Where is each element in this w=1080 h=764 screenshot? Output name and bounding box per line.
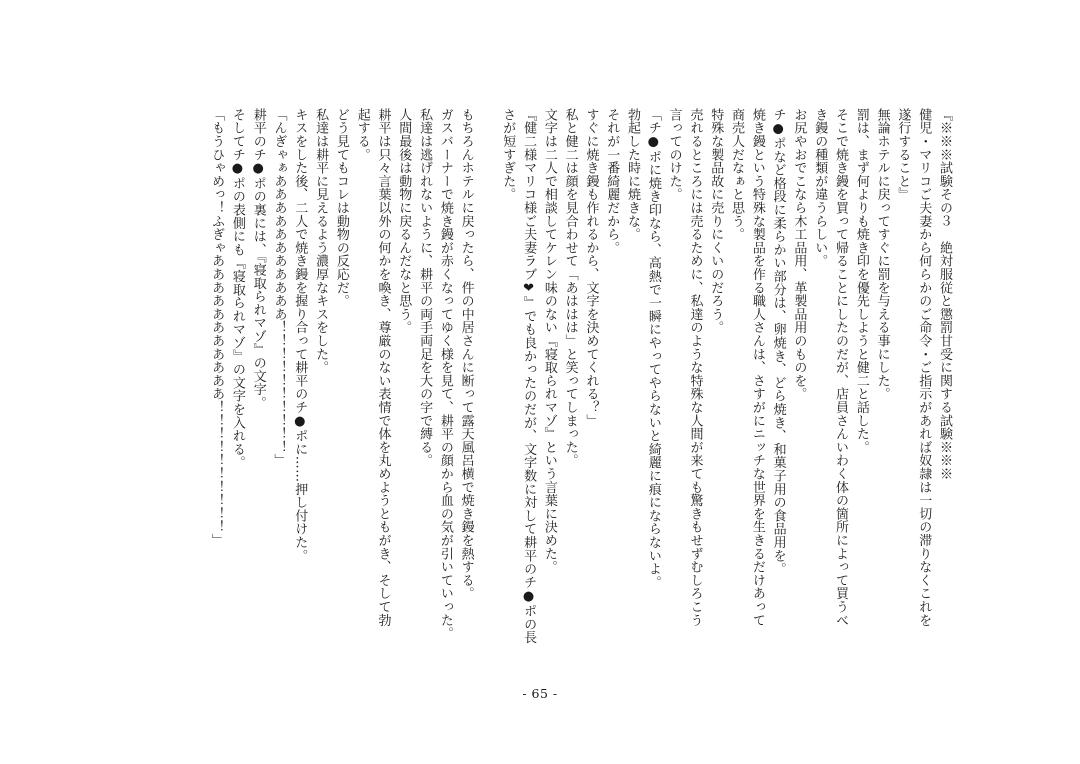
text-line: 商売人だなぁと思う。 [729,108,745,241]
text-line: 焼き鏝という特殊な製品を作る職人さんは、さすがにニッチな世界を生きるだけあって [749,108,765,627]
text-line: 私と健二は顔を見合わせて「あははは」と笑ってしまった。 [562,108,578,468]
text-line: 健児・マリコご夫妻から何らかのご命令・ご指示があれば奴隷は一切の滞りなくこれを [916,108,932,627]
text-line: 勃起した時に焼きな。 [625,108,641,241]
text-line [476,108,497,608]
text-line: もちろんホテルに戻ったら、件の中居さんに断って露天風呂横で焼き鏝を熱する。 [458,108,474,601]
text-line: 私達は逃げれないように、耕平の両手両足を大の字で縛る。 [417,108,433,468]
text-line: 罰は、まず何よりも焼き印を優先しようと健二と話した。 [853,108,869,454]
text-line: き鏝の種類が違うらしい。 [812,108,828,268]
text-line: お尻やおでこなら木工品用、革製品用のものを。 [791,108,807,401]
text-line: 私達は耕平に見えるよう濃厚なキスをした。 [313,108,329,374]
text-line: 『健二様マリコ様ご夫妻ラブ❤』でも良かったのだが、文字数に対して耕平のチ●ポの長 [521,108,537,644]
text-line: 人間最後は動物に戻るんだなと思う。 [396,108,412,335]
text-line: そこで焼き鏝を買って帰ることにしたのだが、店員さんいわく体の箇所によって買うべ [833,108,849,627]
text-line: 無論ホテルに戻ってすぐに罰を与える事にした。 [874,108,890,401]
text-line: 耕平は只々言葉以外の何かを喚き、尊厳のない表情で体を丸めようともがき、そして勃 [375,108,391,627]
text-line: 文字は二人で相談してケレン味のない『寝取られマゾ』という言葉に決めた。 [541,108,557,574]
page-number: - 65 - [522,686,558,701]
text-line: 耕平のチ●ポの裏には、『寝取られマゾ』の文字。 [250,108,266,410]
text-line: キスをした後、二人で焼き鏝を握り合って耕平のチ●ポに……押し付けた。 [292,108,308,563]
text-line: どう見てもコレは動物の反応だ。 [333,108,349,308]
text-line: さが短すぎた。 [500,108,516,202]
text-line: 『※※※試験その３ 絶対服従と懲罰甘受に関する試験※※※ [937,108,952,481]
text-line: 「んぎゃぁあああああああああああ！！！！！！！！！！」 [271,108,287,468]
text-line: 特殊な製品故に売りにくいのだろう。 [708,108,724,335]
text-line: ガスバーナーで焼き鏝が赤くなってゆく様を見て、耕平の顔から血の気が引いていった。 [437,108,453,640]
text-line: そしてチ●ポの表側にも『寝取られマゾ』の文字を入れる。 [229,108,245,470]
text-line: それが一番綺麗だから。 [604,108,620,255]
text-line: 遂行すること』 [895,108,911,202]
text-line: 「もうひゃめっ！ふぎゃあああああああああああ！！！！！！！！！！」 [209,108,225,547]
text-line: チ●ポなど格段に柔らかい部分は、卵焼き、どら焼き、和菓子用の食品用を。 [770,108,786,576]
vertical-text-body [205,108,954,644]
text-line: 起する。 [354,108,370,162]
text-line: 売れるところには売るために、私達のような特殊な人間が来ても驚きもせずむしろこう [687,108,703,627]
text-line: すぐに焼き鏝も作れるから、文字を決めてくれる？」 [583,108,599,428]
text-line: 言ってのけた。 [666,108,682,202]
text-line: 「チ●ポに焼き印なら、高熱で一瞬にやってやらないと綺麗に痕にならないよ。 [645,108,661,589]
